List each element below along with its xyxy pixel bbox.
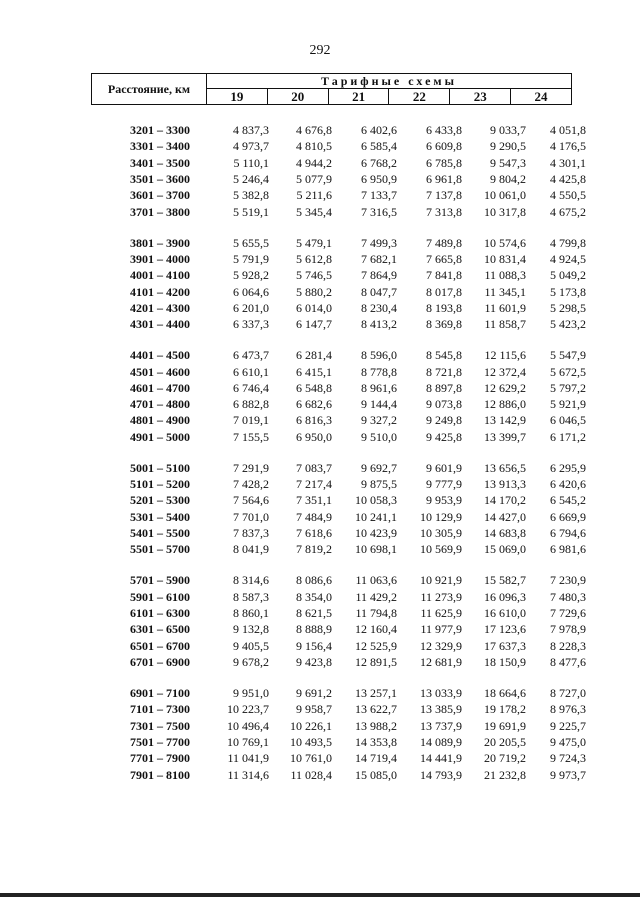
value-cell-24: 5 921,9 — [550, 397, 586, 412]
value-cell-19: 5 382,8 — [233, 188, 269, 203]
distance-cell: 4401 – 4500 — [130, 348, 190, 363]
distance-cell: 6301 – 6500 — [130, 622, 190, 637]
value-cell-19: 9 405,5 — [233, 638, 269, 653]
value-cell-24: 4 176,5 — [550, 139, 586, 154]
value-cell-19: 7 564,6 — [233, 493, 269, 508]
value-cell-24: 5 797,2 — [550, 380, 586, 395]
value-cell-20: 7 351,1 — [296, 493, 332, 508]
value-cell-24: 8 727,0 — [550, 686, 586, 700]
value-cell-23: 20 205,5 — [484, 734, 526, 749]
value-cell-24: 6 171,2 — [550, 429, 586, 444]
value-cell-20: 9 691,2 — [296, 686, 332, 700]
table-row — [0, 396, 640, 412]
value-cell-23: 14 683,8 — [484, 526, 526, 540]
value-cell-20: 6 147,7 — [296, 317, 332, 332]
value-cell-23: 13 399,7 — [484, 429, 526, 444]
column-header-21: 21 — [329, 89, 390, 104]
value-cell-22: 8 369,8 — [426, 317, 462, 332]
value-cell-19: 7 428,2 — [233, 477, 269, 492]
distance-cell: 6901 – 7100 — [130, 686, 190, 700]
value-cell-22: 11 273,9 — [420, 589, 462, 604]
value-cell-23: 13 656,5 — [484, 460, 526, 475]
table-row — [0, 750, 640, 766]
value-cell-21: 10 423,9 — [355, 526, 397, 540]
value-cell-19: 10 769,1 — [227, 734, 269, 749]
value-cell-22: 9 601,9 — [426, 460, 462, 475]
value-cell-19: 8 587,3 — [233, 589, 269, 604]
column-header-22: 22 — [389, 89, 450, 104]
value-cell-21: 10 698,1 — [355, 542, 397, 557]
table-row — [0, 654, 640, 670]
value-cell-23: 14 427,0 — [484, 509, 526, 524]
value-cell-24: 5 173,8 — [550, 284, 586, 299]
value-cell-21: 13 622,7 — [355, 702, 397, 717]
value-cell-20: 5 880,2 — [296, 284, 332, 299]
value-cell-22: 12 329,9 — [420, 638, 462, 653]
table-row — [0, 476, 640, 492]
table-row — [0, 235, 640, 251]
value-cell-24: 7 729,6 — [550, 606, 586, 620]
table-row — [0, 316, 640, 332]
value-cell-20: 5 077,9 — [296, 171, 332, 186]
value-cell-24: 7 230,9 — [550, 573, 586, 588]
table-row — [0, 718, 640, 734]
bottom-rule — [0, 893, 640, 897]
value-cell-24: 4 675,2 — [550, 204, 586, 219]
value-cell-22: 9 953,9 — [426, 493, 462, 508]
value-cell-19: 9 678,2 — [233, 654, 269, 669]
value-cell-23: 9 804,2 — [490, 171, 526, 186]
value-cell-19: 6 746,4 — [233, 380, 269, 395]
value-cell-22: 11 977,9 — [420, 622, 462, 637]
distance-cell: 5201 – 5300 — [130, 493, 190, 508]
distance-cell: 7901 – 8100 — [130, 767, 190, 782]
value-cell-23: 11 858,7 — [484, 317, 526, 332]
value-cell-23: 21 232,8 — [484, 767, 526, 782]
table-row — [0, 685, 640, 701]
value-cell-24: 8 477,6 — [550, 654, 586, 669]
distance-cell: 5901 – 6100 — [130, 589, 190, 604]
value-cell-22: 10 569,9 — [420, 542, 462, 557]
distance-cell: 3701 – 3800 — [130, 204, 190, 219]
distance-cell: 4101 – 4200 — [130, 284, 190, 299]
value-cell-21: 7 316,5 — [361, 204, 397, 219]
value-cell-23: 13 142,9 — [484, 413, 526, 428]
value-cell-24: 9 225,7 — [550, 718, 586, 733]
table-row — [0, 122, 640, 138]
value-cell-20: 8 888,9 — [296, 622, 332, 637]
value-cell-20: 5 211,6 — [296, 188, 332, 203]
value-cell-20: 5 479,1 — [296, 235, 332, 250]
table-row — [0, 267, 640, 283]
value-cell-19: 6 064,6 — [233, 284, 269, 299]
value-cell-20: 6 816,3 — [296, 413, 332, 428]
value-cell-21: 11 063,6 — [355, 573, 397, 588]
distance-cell: 5301 – 5400 — [130, 509, 190, 524]
value-cell-21: 15 085,0 — [355, 767, 397, 782]
distance-cell: 4001 – 4100 — [130, 268, 190, 283]
value-cell-19: 5 519,1 — [233, 204, 269, 219]
value-cell-22: 6 433,8 — [426, 123, 462, 137]
value-cell-22: 9 073,8 — [426, 397, 462, 412]
value-cell-23: 14 170,2 — [484, 493, 526, 508]
table-row — [0, 492, 640, 508]
value-cell-23: 9 033,7 — [490, 123, 526, 137]
distance-cell: 4601 – 4700 — [130, 380, 190, 395]
value-cell-23: 16 096,3 — [484, 589, 526, 604]
value-cell-20: 4 676,8 — [296, 123, 332, 137]
value-cell-21: 6 585,4 — [361, 139, 397, 154]
value-cell-20: 6 950,0 — [296, 429, 332, 444]
value-cell-21: 12 891,5 — [355, 654, 397, 669]
value-cell-21: 9 327,2 — [361, 413, 397, 428]
value-cell-21: 7 682,1 — [361, 251, 397, 266]
table-row — [0, 204, 640, 220]
value-cell-20: 5 345,4 — [296, 204, 332, 219]
value-cell-21: 9 875,5 — [361, 477, 397, 492]
value-cell-19: 4 837,3 — [233, 123, 269, 137]
table-row — [0, 605, 640, 621]
value-cell-19: 10 496,4 — [227, 718, 269, 733]
table-row — [0, 347, 640, 363]
value-cell-19: 5 791,9 — [233, 251, 269, 266]
value-cell-21: 12 525,9 — [355, 638, 397, 653]
table-row — [0, 300, 640, 316]
value-cell-24: 4 550,5 — [550, 188, 586, 203]
table-row — [0, 701, 640, 717]
value-cell-21: 8 047,7 — [361, 284, 397, 299]
value-cell-20: 10 226,1 — [290, 718, 332, 733]
distance-cell: 4501 – 4600 — [130, 364, 190, 379]
value-cell-20: 5 746,5 — [296, 268, 332, 283]
distance-cell: 3901 – 4000 — [130, 251, 190, 266]
value-cell-21: 8 961,6 — [361, 380, 397, 395]
value-cell-23: 18 664,6 — [484, 686, 526, 700]
value-cell-24: 9 475,0 — [550, 734, 586, 749]
value-cell-23: 13 913,3 — [484, 477, 526, 492]
value-cell-22: 10 129,9 — [420, 509, 462, 524]
value-cell-19: 11 314,6 — [227, 767, 269, 782]
distance-cell: 3301 – 3400 — [130, 139, 190, 154]
value-cell-20: 8 086,6 — [296, 573, 332, 588]
value-cell-22: 8 721,8 — [426, 364, 462, 379]
distance-cell: 7301 – 7500 — [130, 718, 190, 733]
value-cell-20: 6 281,4 — [296, 348, 332, 363]
table-row — [0, 429, 640, 445]
value-cell-21: 9 692,7 — [361, 460, 397, 475]
value-cell-19: 7 019,1 — [233, 413, 269, 428]
value-cell-21: 13 257,1 — [355, 686, 397, 700]
value-cell-20: 4 810,5 — [296, 139, 332, 154]
value-cell-21: 10 058,3 — [355, 493, 397, 508]
value-cell-24: 6 545,2 — [550, 493, 586, 508]
value-cell-22: 14 793,9 — [420, 767, 462, 782]
value-cell-19: 6 610,1 — [233, 364, 269, 379]
value-cell-19: 8 041,9 — [233, 542, 269, 557]
table-row — [0, 251, 640, 267]
value-cell-21: 8 596,0 — [361, 348, 397, 363]
value-cell-24: 6 420,6 — [550, 477, 586, 492]
value-cell-22: 8 545,8 — [426, 348, 462, 363]
value-cell-23: 11 088,3 — [484, 268, 526, 283]
value-cell-20: 9 423,8 — [296, 654, 332, 669]
table-row — [0, 525, 640, 541]
value-cell-24: 6 046,5 — [550, 413, 586, 428]
value-cell-19: 6 882,8 — [233, 397, 269, 412]
value-cell-22: 8 193,8 — [426, 300, 462, 315]
table-row — [0, 364, 640, 380]
value-cell-23: 10 317,8 — [484, 204, 526, 219]
value-cell-21: 9 144,4 — [361, 397, 397, 412]
value-cell-22: 9 777,9 — [426, 477, 462, 492]
value-cell-23: 20 719,2 — [484, 751, 526, 766]
value-cell-19: 5 110,1 — [233, 155, 269, 170]
distance-cell: 7501 – 7700 — [130, 734, 190, 749]
value-cell-20: 9 156,4 — [296, 638, 332, 653]
value-cell-24: 5 049,2 — [550, 268, 586, 283]
value-cell-19: 5 928,2 — [233, 268, 269, 283]
table-row — [0, 412, 640, 428]
distance-cell: 4701 – 4800 — [130, 397, 190, 412]
value-cell-21: 8 778,8 — [361, 364, 397, 379]
value-cell-21: 8 413,2 — [361, 317, 397, 332]
distance-cell: 7701 – 7900 — [130, 751, 190, 766]
value-cell-21: 6 768,2 — [361, 155, 397, 170]
distance-cell: 4201 – 4300 — [130, 300, 190, 315]
value-cell-19: 6 337,3 — [233, 317, 269, 332]
distance-cell: 3601 – 3700 — [130, 188, 190, 203]
table-row — [0, 284, 640, 300]
value-cell-20: 9 958,7 — [296, 702, 332, 717]
table-row — [0, 138, 640, 154]
value-cell-24: 9 973,7 — [550, 767, 586, 782]
value-cell-23: 19 691,9 — [484, 718, 526, 733]
distance-cell: 3501 – 3600 — [130, 171, 190, 186]
table-row — [0, 460, 640, 476]
value-cell-23: 10 574,6 — [484, 235, 526, 250]
value-cell-19: 9 951,0 — [233, 686, 269, 700]
table-row — [0, 638, 640, 654]
value-cell-20: 6 014,0 — [296, 300, 332, 315]
value-cell-21: 11 794,8 — [355, 606, 397, 620]
value-cell-22: 9 425,8 — [426, 429, 462, 444]
value-cell-22: 12 681,9 — [420, 654, 462, 669]
value-cell-21: 7 499,3 — [361, 235, 397, 250]
value-cell-22: 14 089,9 — [420, 734, 462, 749]
value-cell-23: 17 637,3 — [484, 638, 526, 653]
value-cell-22: 11 625,9 — [420, 606, 462, 620]
value-cell-20: 7 618,6 — [296, 526, 332, 540]
value-cell-21: 8 230,4 — [361, 300, 397, 315]
value-cell-24: 5 672,5 — [550, 364, 586, 379]
table-row — [0, 171, 640, 187]
value-cell-23: 15 069,0 — [484, 542, 526, 557]
distance-cell: 6701 – 6900 — [130, 654, 190, 669]
column-header-23: 23 — [450, 89, 511, 104]
value-cell-24: 6 794,6 — [550, 526, 586, 540]
distance-cell: 5001 – 5100 — [130, 460, 190, 475]
value-cell-24: 5 547,9 — [550, 348, 586, 363]
value-cell-24: 4 924,5 — [550, 251, 586, 266]
distance-cell: 4901 – 5000 — [130, 429, 190, 444]
value-cell-22: 6 785,8 — [426, 155, 462, 170]
value-cell-19: 6 201,0 — [233, 300, 269, 315]
table-row — [0, 541, 640, 557]
value-cell-23: 15 582,7 — [484, 573, 526, 588]
tariff-schemes-header: Тарифные схемы — [207, 74, 571, 89]
table-row — [0, 187, 640, 203]
value-cell-22: 7 313,8 — [426, 204, 462, 219]
table-row — [0, 621, 640, 637]
table-row — [0, 509, 640, 525]
value-cell-20: 4 944,2 — [296, 155, 332, 170]
value-cell-21: 6 950,9 — [361, 171, 397, 186]
value-cell-20: 6 415,1 — [296, 364, 332, 379]
value-cell-23: 12 886,0 — [484, 397, 526, 412]
value-cell-19: 8 860,1 — [233, 606, 269, 620]
value-cell-24: 6 669,9 — [550, 509, 586, 524]
value-cell-22: 7 137,8 — [426, 188, 462, 203]
value-cell-22: 8 897,8 — [426, 380, 462, 395]
value-cell-23: 10 831,4 — [484, 251, 526, 266]
value-cell-20: 10 493,5 — [290, 734, 332, 749]
value-cell-20: 6 548,8 — [296, 380, 332, 395]
value-cell-23: 17 123,6 — [484, 622, 526, 637]
value-cell-20: 6 682,6 — [296, 397, 332, 412]
value-cell-22: 6 961,8 — [426, 171, 462, 186]
value-cell-19: 5 655,5 — [233, 235, 269, 250]
value-cell-21: 14 719,4 — [355, 751, 397, 766]
value-cell-19: 4 973,7 — [233, 139, 269, 154]
value-cell-23: 18 150,9 — [484, 654, 526, 669]
value-cell-23: 11 345,1 — [484, 284, 526, 299]
value-cell-22: 7 489,8 — [426, 235, 462, 250]
value-cell-23: 12 115,6 — [484, 348, 526, 363]
value-cell-23: 11 601,9 — [484, 300, 526, 315]
distance-cell: 5401 – 5500 — [130, 526, 190, 540]
value-cell-23: 9 290,5 — [490, 139, 526, 154]
value-cell-24: 8 228,3 — [550, 638, 586, 653]
value-cell-21: 13 988,2 — [355, 718, 397, 733]
value-cell-24: 8 976,3 — [550, 702, 586, 717]
column-header-20: 20 — [268, 89, 329, 104]
value-cell-23: 9 547,3 — [490, 155, 526, 170]
value-cell-21: 7 864,9 — [361, 268, 397, 283]
value-cell-21: 14 353,8 — [355, 734, 397, 749]
value-cell-24: 5 298,5 — [550, 300, 586, 315]
value-cell-24: 4 301,1 — [550, 155, 586, 170]
value-cell-19: 6 473,7 — [233, 348, 269, 363]
distance-cell: 5701 – 5900 — [130, 573, 190, 588]
value-cell-24: 6 981,6 — [550, 542, 586, 557]
value-cell-22: 7 841,8 — [426, 268, 462, 283]
value-cell-19: 5 246,4 — [233, 171, 269, 186]
value-cell-22: 14 441,9 — [420, 751, 462, 766]
value-cell-24: 7 978,9 — [550, 622, 586, 637]
value-cell-20: 11 028,4 — [290, 767, 332, 782]
value-cell-19: 11 041,9 — [227, 751, 269, 766]
value-cell-24: 4 425,8 — [550, 171, 586, 186]
value-cell-20: 7 484,9 — [296, 509, 332, 524]
value-cell-24: 9 724,3 — [550, 751, 586, 766]
value-cell-24: 4 051,8 — [550, 123, 586, 137]
value-cell-23: 16 610,0 — [484, 606, 526, 620]
distance-cell: 6501 – 6700 — [130, 638, 190, 653]
value-cell-22: 8 017,8 — [426, 284, 462, 299]
value-cell-20: 10 761,0 — [290, 751, 332, 766]
column-header-24: 24 — [534, 89, 548, 104]
table-row — [0, 155, 640, 171]
value-cell-21: 12 160,4 — [355, 622, 397, 637]
value-cell-19: 7 155,5 — [233, 429, 269, 444]
distance-cell: 4301 – 4400 — [130, 317, 190, 332]
value-cell-19: 10 223,7 — [227, 702, 269, 717]
distance-header: Расстояние, км — [92, 74, 207, 104]
table-row — [0, 589, 640, 605]
value-cell-24: 4 799,8 — [550, 235, 586, 250]
value-cell-22: 7 665,8 — [426, 251, 462, 266]
distance-cell: 4801 – 4900 — [130, 413, 190, 428]
value-cell-22: 10 921,9 — [420, 573, 462, 588]
value-cell-20: 7 819,2 — [296, 542, 332, 557]
distance-cell: 6101 – 6300 — [130, 606, 190, 620]
value-cell-23: 12 372,4 — [484, 364, 526, 379]
distance-cell: 3201 – 3300 — [130, 123, 190, 137]
distance-cell: 5501 – 5700 — [130, 542, 190, 557]
value-cell-19: 7 837,3 — [233, 526, 269, 540]
value-cell-20: 7 083,7 — [296, 460, 332, 475]
distance-cell: 7101 – 7300 — [130, 702, 190, 717]
value-cell-19: 7 291,9 — [233, 460, 269, 475]
distance-cell: 3801 – 3900 — [130, 235, 190, 250]
value-cell-22: 13 033,9 — [420, 686, 462, 700]
value-cell-22: 13 385,9 — [420, 702, 462, 717]
value-cell-21: 7 133,7 — [361, 188, 397, 203]
value-cell-24: 7 480,3 — [550, 589, 586, 604]
value-cell-21: 9 510,0 — [361, 429, 397, 444]
value-cell-21: 11 429,2 — [355, 589, 397, 604]
value-cell-21: 10 241,1 — [355, 509, 397, 524]
value-cell-23: 19 178,2 — [484, 702, 526, 717]
value-cell-21: 6 402,6 — [361, 123, 397, 137]
table-row — [0, 380, 640, 396]
value-cell-22: 13 737,9 — [420, 718, 462, 733]
value-cell-20: 5 612,8 — [296, 251, 332, 266]
value-cell-22: 6 609,8 — [426, 139, 462, 154]
value-cell-19: 9 132,8 — [233, 622, 269, 637]
value-cell-19: 7 701,0 — [233, 509, 269, 524]
value-cell-22: 9 249,8 — [426, 413, 462, 428]
value-cell-20: 8 621,5 — [296, 606, 332, 620]
table-row — [0, 572, 640, 588]
value-cell-24: 5 423,2 — [550, 317, 586, 332]
table-row — [0, 734, 640, 750]
value-cell-19: 8 314,6 — [233, 573, 269, 588]
value-cell-20: 8 354,0 — [296, 589, 332, 604]
page-number: 292 — [309, 43, 331, 58]
value-cell-20: 7 217,4 — [296, 477, 332, 492]
distance-cell: 5101 – 5200 — [130, 477, 190, 492]
value-cell-23: 12 629,2 — [484, 380, 526, 395]
value-cell-24: 6 295,9 — [550, 460, 586, 475]
table-row — [0, 767, 640, 783]
value-cell-23: 10 061,0 — [484, 188, 526, 203]
column-header-19: 19 — [207, 89, 268, 104]
value-cell-22: 10 305,9 — [420, 526, 462, 540]
distance-cell: 3401 – 3500 — [130, 155, 190, 170]
